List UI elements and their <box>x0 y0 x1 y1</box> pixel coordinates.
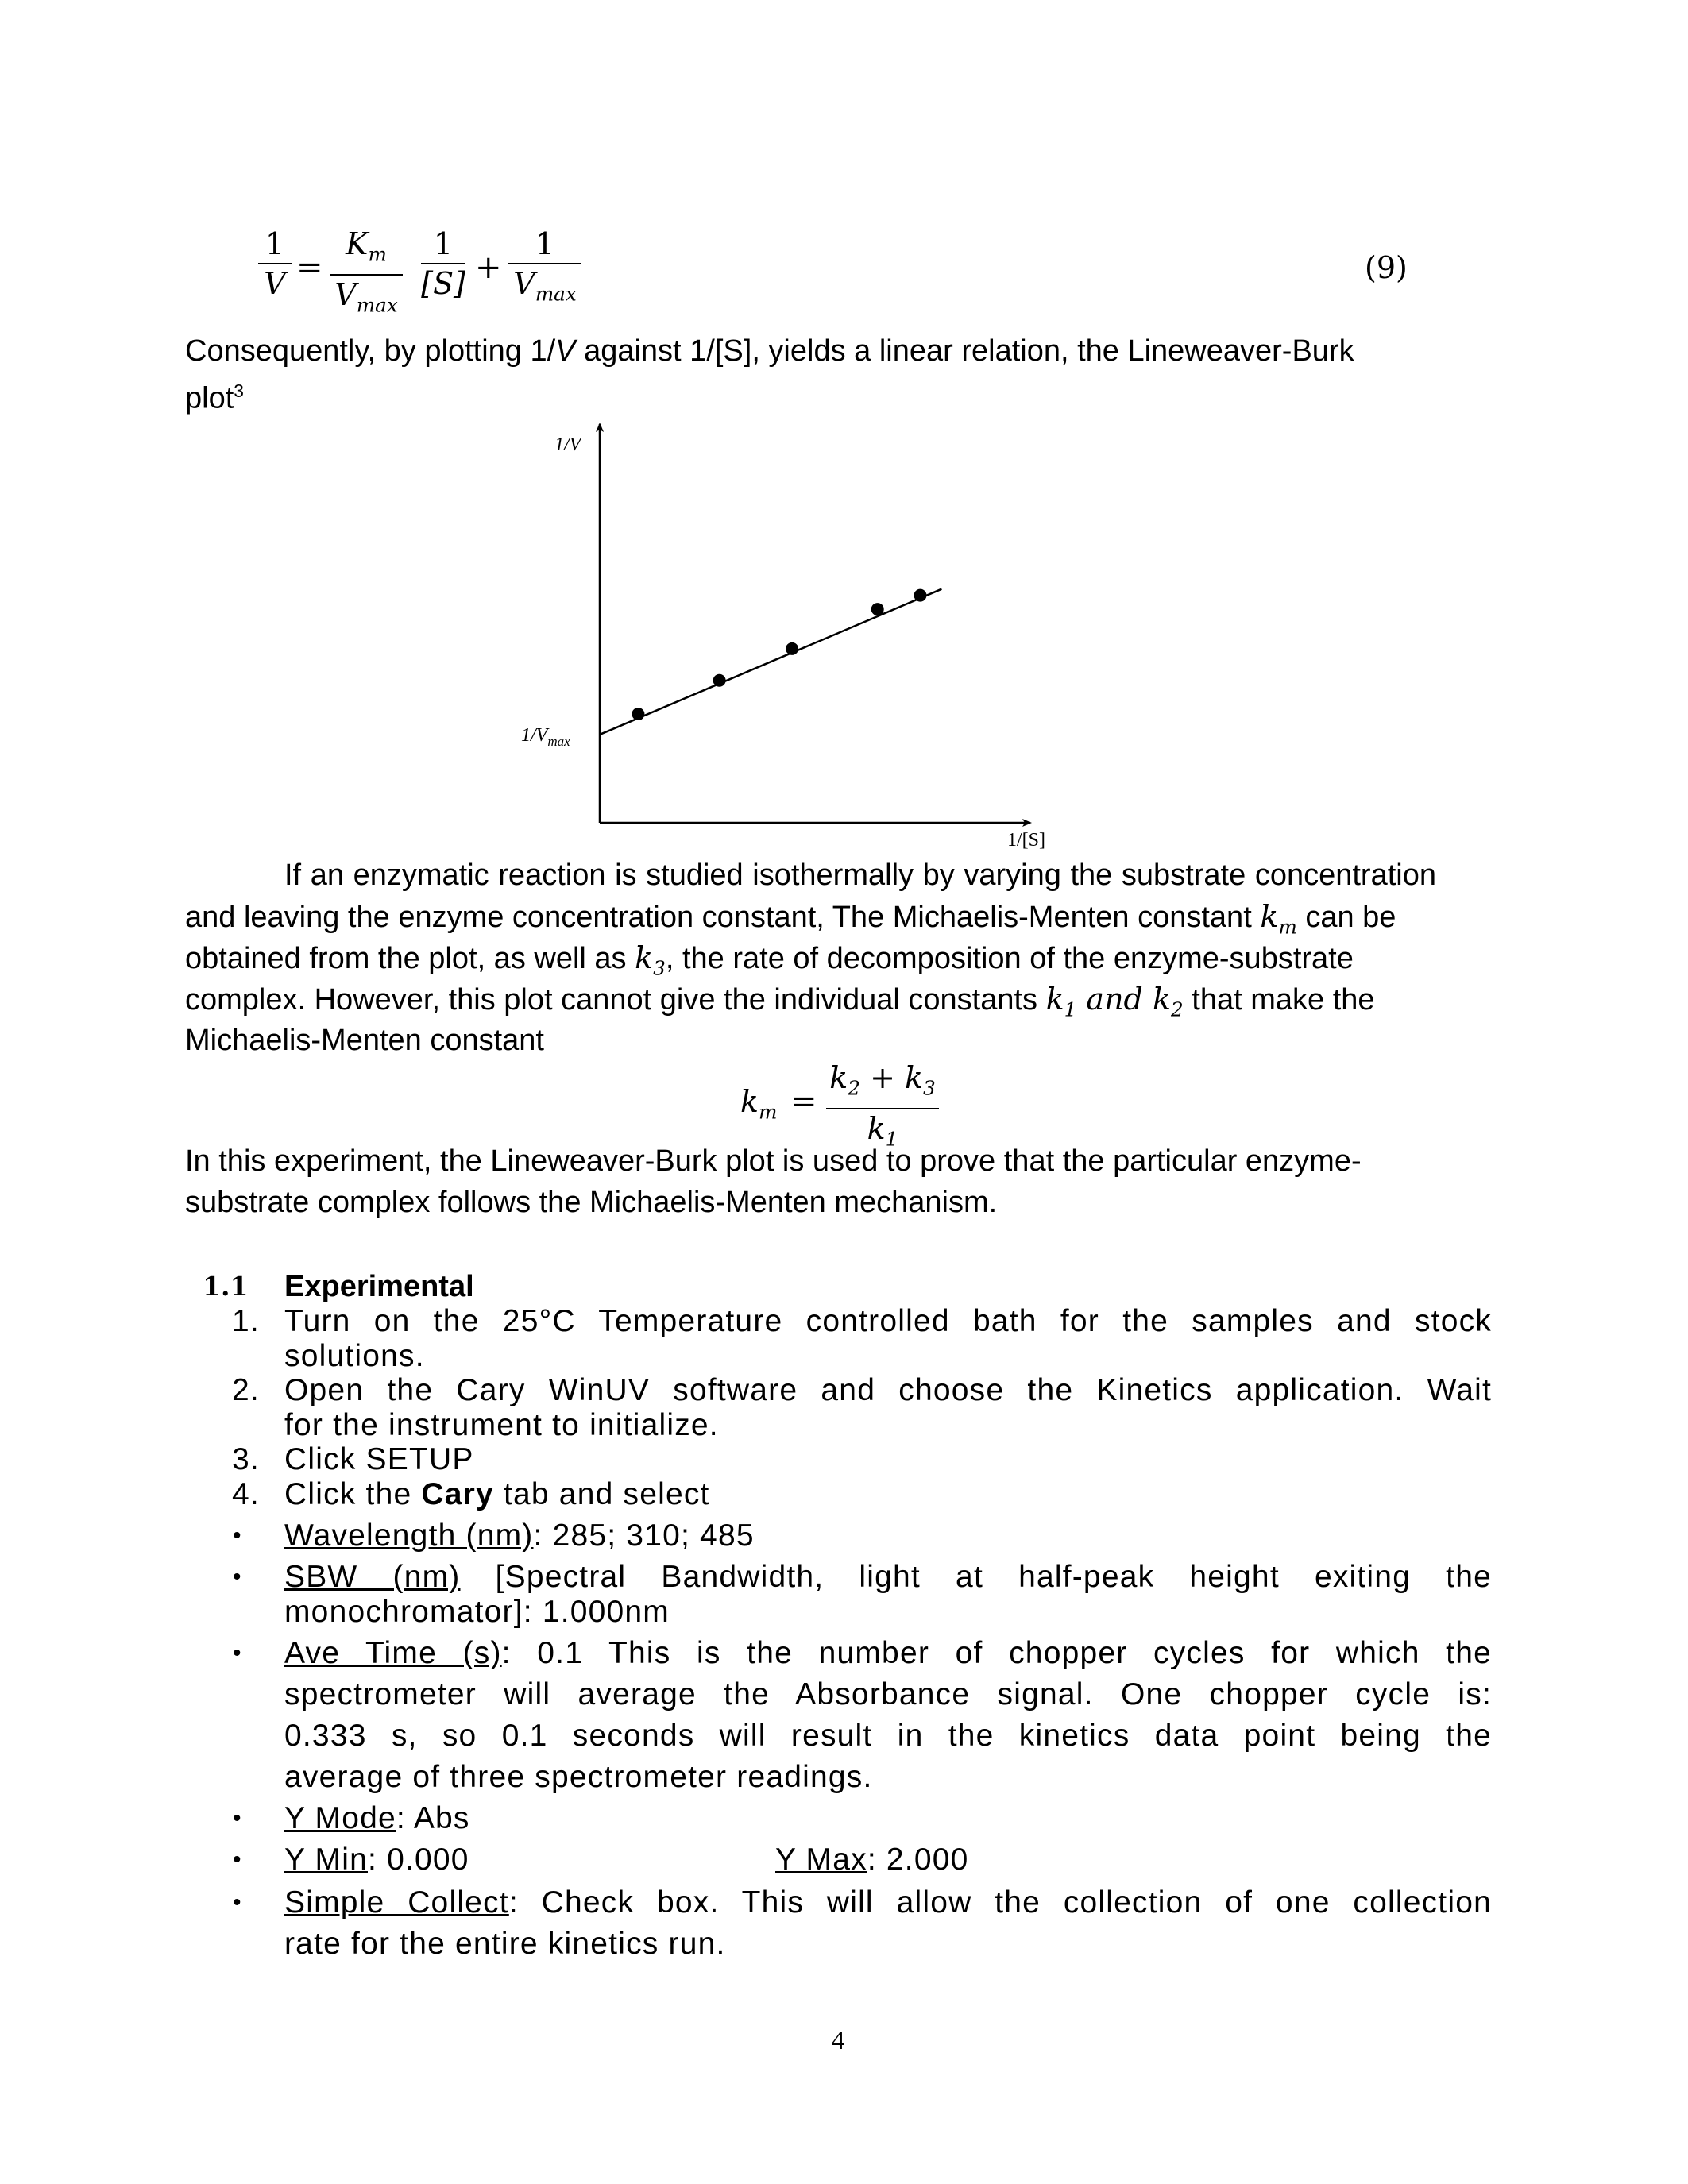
k-symbol: k <box>1045 982 1064 1017</box>
denominator: V <box>264 266 286 301</box>
and-word: and <box>1076 982 1153 1017</box>
setting-sbw-continuation: monochromator]: 1.000nm <box>284 1595 670 1629</box>
setting-wavelength <box>284 1518 1492 1553</box>
setting-y-mode <box>284 1801 1492 1836</box>
setting-value: : 285; 310; 485 <box>533 1518 755 1553</box>
km-symbol: k <box>740 1084 759 1119</box>
numerator: 1 <box>535 226 555 261</box>
bullet-icon: • <box>233 1564 241 1590</box>
citation-superscript: 3 <box>234 380 244 401</box>
text: can be <box>1296 901 1396 934</box>
paragraph-line <box>185 899 1492 939</box>
paragraph-line <box>185 1023 1492 1058</box>
setting-ave-time <box>284 1636 1492 1671</box>
vmax-symbol: V <box>334 276 357 312</box>
paragraph-line <box>185 334 1492 369</box>
km-vmax-fraction <box>330 226 403 322</box>
setting-label: Y Max <box>775 1843 867 1877</box>
setting-simple-collect <box>284 1885 1492 1920</box>
text: If an enzymatic reaction is studied isothermally by varying the substrate concentration <box>284 859 1436 892</box>
numerator: 1 <box>265 226 285 261</box>
list-number: 1. <box>232 1304 260 1338</box>
setting-label: Y Mode <box>284 1801 396 1835</box>
text: , the rate of decomposition of the enzyme-substrate <box>665 942 1354 975</box>
setting-label: SBW (nm) <box>284 1560 461 1594</box>
bullet-icon: • <box>233 1846 241 1873</box>
subscript: m <box>1278 915 1297 939</box>
data-point <box>871 603 884 615</box>
setting-value: : Abs <box>396 1801 470 1835</box>
lineweaver-burk-plot <box>477 413 1112 858</box>
page-number: 4 <box>831 2026 845 2055</box>
data-point <box>914 589 927 602</box>
setting-label: Y Min <box>284 1843 368 1877</box>
setting-ave-time-continuation: spectrometer will average the Absorbance signal. One chopper cycle is: <box>284 1677 1492 1711</box>
setting-value: : 0.000 <box>368 1843 469 1877</box>
text: Consequently, by plotting 1/ <box>185 334 556 368</box>
bullet-icon: • <box>233 1640 241 1666</box>
subscript: 1 <box>885 1127 898 1151</box>
paragraph-line <box>185 1144 1492 1179</box>
text: In this experiment, the Lineweaver-Burk plot is used to prove that the particular enzyme- <box>185 1144 1362 1178</box>
k-symbol: k <box>1260 899 1279 934</box>
list-item <box>284 1477 1492 1512</box>
y-axis-label: 1/V <box>554 434 581 455</box>
inverse-vmax-fraction <box>508 226 581 312</box>
k-symbol: k <box>1152 982 1171 1017</box>
subscript: 2 <box>848 1076 860 1100</box>
setting-label: Wavelength (nm) <box>284 1518 534 1553</box>
setting-value: : 0.1 This is the number of chopper cycles for which the <box>501 1636 1492 1670</box>
bullet-icon: • <box>233 1889 241 1916</box>
k2-symbol: k <box>829 1060 848 1095</box>
data-point <box>786 642 798 655</box>
bullet-icon: • <box>233 1522 241 1549</box>
paragraph-line <box>185 940 1492 980</box>
list-item-continuation: solutions. <box>284 1339 425 1373</box>
list-number: 4. <box>232 1477 260 1511</box>
plus-sign: + <box>860 1060 905 1095</box>
y-intercept-label <box>521 725 570 749</box>
text: plot <box>185 381 234 415</box>
subscript: 3 <box>923 1076 936 1100</box>
setting-y-max <box>775 1843 1252 1877</box>
subscript: max <box>356 293 398 317</box>
paragraph-line <box>185 373 1492 415</box>
section-number: 1.1 <box>203 1271 249 1302</box>
text: against 1/[S], yields a linear relation, the Lineweaver-Burk <box>575 334 1354 368</box>
bullet-icon: • <box>233 1805 241 1831</box>
data-point <box>713 674 726 687</box>
setting-label: Simple Collect <box>284 1885 509 1920</box>
section-title: Experimental <box>284 1270 474 1303</box>
setting-value: [Spectral Bandwidth, light at half-peak height exiting the <box>460 1560 1492 1594</box>
setting-sbw <box>284 1560 1492 1595</box>
paragraph-line <box>185 982 1492 1021</box>
data-points <box>632 589 926 720</box>
label: 1/V <box>521 725 548 746</box>
equals-sign: = <box>790 1083 817 1120</box>
setting-simple-collect-continuation: rate for the entire kinetics run. <box>284 1927 726 1961</box>
km-symbol: K <box>346 226 369 261</box>
equals-sign: = <box>296 249 323 286</box>
numerator: 1 <box>433 226 454 261</box>
text: complex. However, this plot cannot give the individual constants <box>185 983 1046 1017</box>
denominator: [S] <box>421 266 465 301</box>
setting-value: : 2.000 <box>867 1843 969 1877</box>
x-axis-label: 1/[S] <box>1007 830 1045 851</box>
cary-tab-name: Cary <box>421 1477 494 1511</box>
data-point <box>632 708 644 720</box>
list-item-continuation: for the instrument to initialize. <box>284 1408 719 1442</box>
list-item: Turn on the 25°C Temperature controlled bath for the samples and stock <box>284 1304 1492 1338</box>
text: that make the <box>1183 983 1375 1017</box>
km-fraction <box>826 1060 939 1156</box>
text: tab and select <box>493 1477 710 1511</box>
k-symbol: k <box>635 940 654 975</box>
inverse-s-fraction <box>421 226 465 301</box>
text: obtained from the plot, as well as <box>185 942 635 975</box>
list-item: Open the Cary WinUV software and choose the Kinetics application. Wait <box>284 1373 1492 1407</box>
paragraph-line <box>185 1185 1492 1220</box>
list-number: 3. <box>232 1442 260 1476</box>
equation-number: (9) <box>1365 250 1408 285</box>
k1-symbol: k <box>867 1110 886 1146</box>
text: and leaving the enzyme concentration constant, The Michaelis-Menten constant <box>185 901 1261 934</box>
lhs-fraction <box>258 226 292 301</box>
plus-sign: + <box>475 249 502 286</box>
k3-symbol: k <box>905 1060 924 1095</box>
text: substrate complex follows the Michaelis-Menten mechanism. <box>185 1186 998 1219</box>
subscript: m <box>368 242 387 266</box>
setting-value: : Check box. This will allow the collection of one collection <box>508 1885 1492 1920</box>
list-number: 2. <box>232 1373 260 1407</box>
setting-ave-time-continuation: average of three spectrometer readings. <box>284 1760 873 1794</box>
text: Click the <box>284 1477 422 1511</box>
subscript: m <box>759 1100 778 1124</box>
setting-ave-time-continuation: 0.333 s, so 0.1 seconds will result in the kinetics data point being the <box>284 1719 1492 1753</box>
list-item: Click SETUP <box>284 1442 474 1476</box>
text: Michaelis-Menten constant <box>185 1024 544 1057</box>
setting-label: Ave Time (s) <box>284 1636 502 1670</box>
subscript: max <box>535 282 577 306</box>
paragraph-line <box>284 858 1436 893</box>
subscript: max <box>547 734 570 749</box>
fit-line <box>600 589 941 735</box>
subscript: 3 <box>653 956 666 980</box>
v-italic: V <box>555 334 576 368</box>
subscript: 2 <box>1171 997 1184 1021</box>
subscript: 1 <box>1064 997 1077 1021</box>
vmax-symbol: V <box>513 266 535 301</box>
